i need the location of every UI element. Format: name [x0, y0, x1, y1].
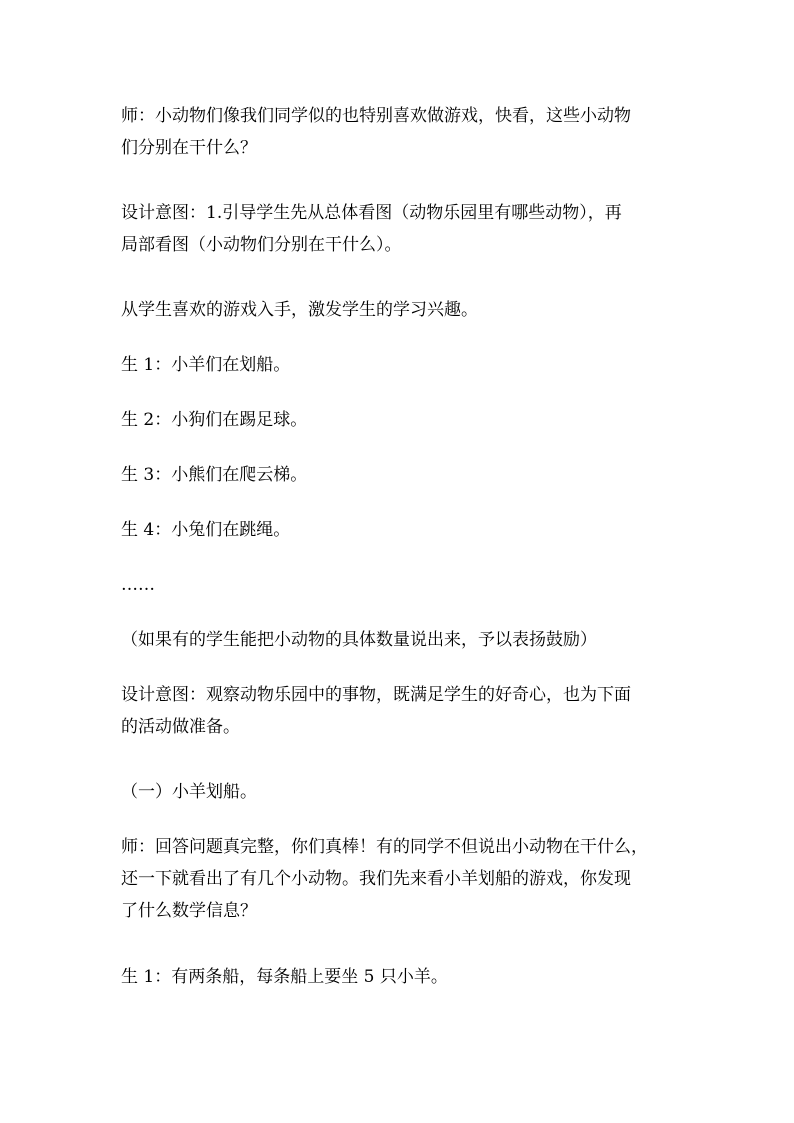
text-line: …… [121, 575, 155, 595]
text-line: 从学生喜欢的游戏入手，激发学生的学习兴趣。 [121, 300, 478, 320]
paragraph-teacher-question [121, 831, 681, 927]
text-line: 设计意图：1.引导学生先从总体看图（动物乐园里有哪些动物），再 [121, 203, 622, 223]
text-line: 了什么数学信息？ [121, 901, 257, 921]
text-line: 的活动做准备。 [121, 717, 240, 737]
text-line: 生 1：有两条船，每条船上要坐 5 只小羊。 [121, 967, 448, 987]
text-line: 生 1：小羊们在划船。 [121, 355, 291, 375]
text-line: （如果有的学生能把小动物的具体数量说出来，予以表扬鼓励） [121, 630, 597, 650]
paragraph-student-answer [121, 961, 681, 993]
paragraph-student-4 [121, 514, 681, 546]
text-line: 生 4：小兔们在跳绳。 [121, 520, 291, 540]
paragraph-student-3 [121, 459, 681, 491]
section-heading-sheep-boating [121, 776, 681, 808]
text-line: 生 2：小狗们在踢足球。 [121, 410, 308, 430]
paragraph-interest [121, 294, 681, 326]
paragraph-ellipsis [121, 569, 681, 601]
text-line: 生 3：小熊们在爬云梯。 [121, 465, 308, 485]
text-line: 还一下就看出了有几个小动物。我们先来看小羊划船的游戏，你发现 [121, 869, 631, 889]
text-line: 师：小动物们像我们同学似的也特别喜欢做游戏，快看，这些小动物 [121, 106, 631, 126]
paragraph-design-intent-2 [121, 679, 681, 743]
paragraph-teacher-intro [121, 100, 681, 164]
text-line: 设计意图：观察动物乐园中的事物，既满足学生的好奇心，也为下面 [121, 685, 631, 705]
paragraph-student-1 [121, 349, 681, 381]
text-line: （一）小羊划船。 [121, 782, 257, 802]
paragraph-praise-note [121, 624, 681, 656]
text-line: 师：回答问题真完整，你们真棒！有的同学不但说出小动物在干什么， [121, 837, 648, 857]
paragraph-design-intent-1 [121, 197, 681, 261]
text-line: 们分别在干什么？ [121, 138, 257, 158]
text-line: 局部看图（小动物们分别在干什么）。 [121, 235, 402, 255]
paragraph-student-2 [121, 404, 681, 436]
